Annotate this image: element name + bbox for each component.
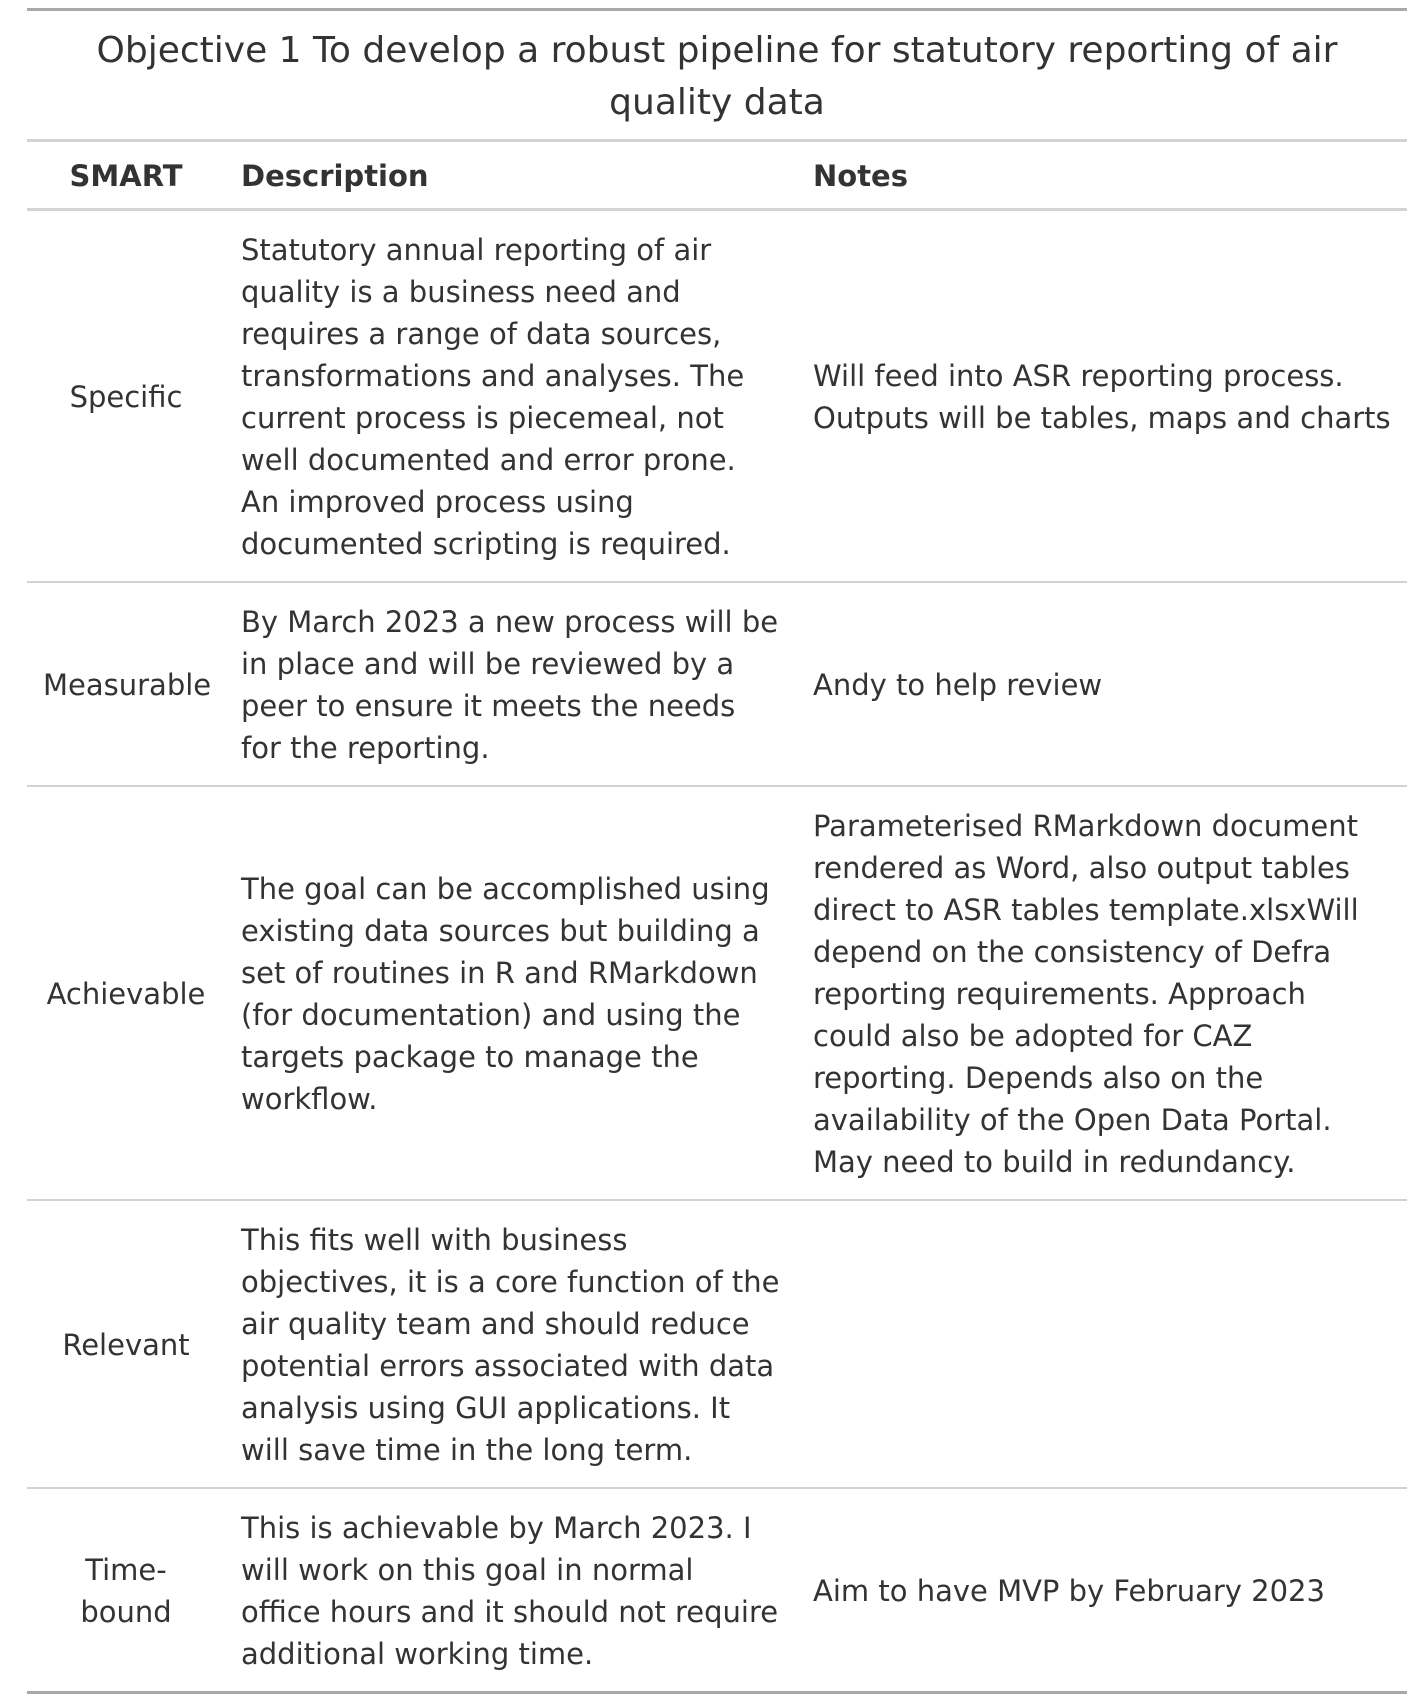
- cell-notes: [797, 1200, 1407, 1488]
- cell-smart: Measurable: [27, 582, 225, 786]
- cell-smart: Specific: [69, 380, 183, 414]
- cell-notes: Will feed into ASR reporting process. Outputs will be tables, maps and charts: [813, 359, 1391, 435]
- cell-notes: Aim to have MVP by February 2023: [797, 1488, 1407, 1693]
- smart-table-container: [27, 8, 1407, 1694]
- cell-description: By March 2023 a new process will be in place and will be reviewed by a peer to ensure it meets the needs for the reporting.: [225, 582, 797, 786]
- table-row: [27, 210, 1407, 583]
- table-row: [27, 1488, 1407, 1693]
- cell-smart: Relevant: [27, 1200, 225, 1488]
- table-body: [27, 210, 1407, 1693]
- table-row: [27, 1200, 1407, 1488]
- cell-description: This fits well with business objectives, it is a core function of the air quality team and should reduce potential errors associated with data analysis using GUI applications. It will save time in the long term.: [225, 1200, 797, 1488]
- table-row: [27, 786, 1407, 1200]
- table-row: [27, 582, 1407, 786]
- header-smart: SMART: [27, 141, 225, 210]
- cell-notes: Andy to help review: [797, 582, 1407, 786]
- table-header: [27, 141, 1407, 210]
- cell-smart: Time-bound: [27, 1488, 225, 1693]
- header-notes: Notes: [797, 141, 1407, 210]
- cell-description: This is achievable by March 2023. I will work on this goal in normal office hours and it should not require additional working time.: [225, 1488, 797, 1693]
- header-description: Description: [225, 141, 797, 210]
- cell-notes: Parameterised RMarkdown document rendered as Word, also output tables direct to ASR tables template.xlsxWill depend on the consistency of Defra reporting requirements. Approach could also be adopted for CAZ reporting. Depends also on the availability of the Open Data Portal. May need to build in redundancy.: [797, 786, 1407, 1200]
- table-caption: Objective 1 To develop a robust pipeline for statutory reporting of air quality data: [27, 8, 1407, 139]
- cell-description: Statutory annual reporting of air quality is a business need and requires a range of data sources, transformations and analyses. The current process is piecemeal, not well documented and error prone. An improved process using documented scripting is required.: [241, 233, 745, 561]
- header-row: [27, 141, 1407, 210]
- cell-description: The goal can be accomplished using existing data sources but building a set of routines in R and RMarkdown (for documentation) and using the targets package to manage the workflow.: [225, 786, 797, 1200]
- cell-smart: Achievable: [27, 786, 225, 1200]
- smart-objectives-table: [27, 8, 1407, 1694]
